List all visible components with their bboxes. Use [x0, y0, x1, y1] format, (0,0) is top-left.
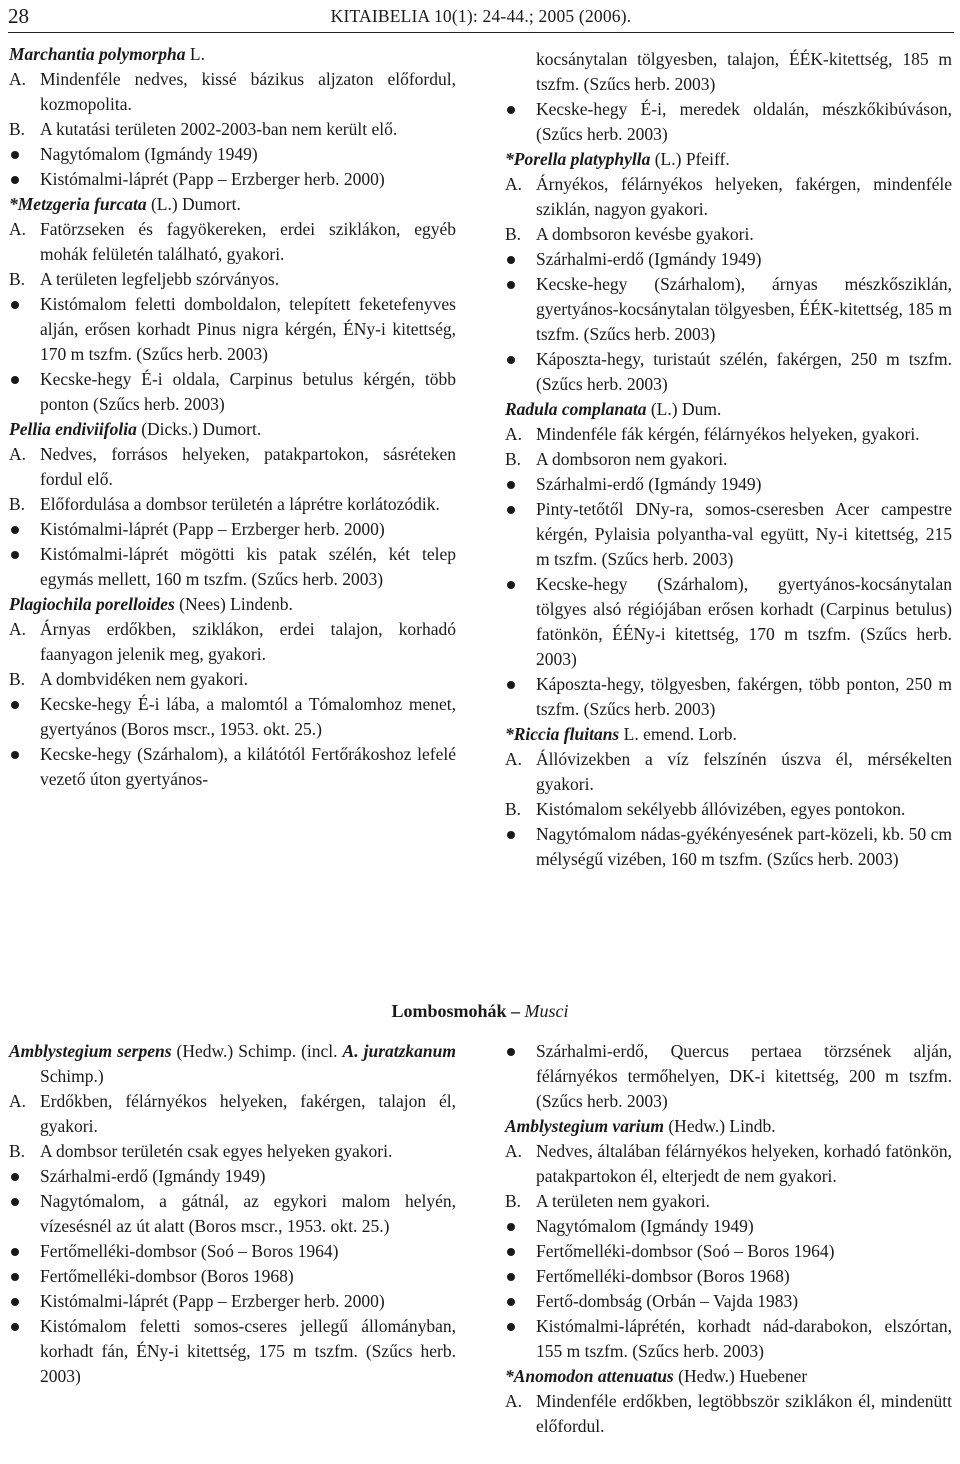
- taxon-synonym-name: A. juratzkanum: [342, 1041, 457, 1061]
- section-heading-italic: Musci: [524, 1001, 569, 1021]
- taxon-author: (Hedw.) Huebener: [673, 1366, 808, 1386]
- local-distribution: B. Kistómalom sekélyebb állóvizében, egyes pontokon.: [505, 799, 906, 819]
- locality-record: Kecske-hegy É-i lába, a malomtól a Tómalomhoz menet, gyertyános (Boros mscr., 1953. okt. 25.): [9, 692, 456, 742]
- local-distribution-text: Kistómalom sekélyebb állóvizében, egyes pontokon.: [536, 799, 906, 819]
- species-entry-amblystegium-serpens: [9, 1039, 456, 1389]
- local-distribution-text: A kutatási területen 2002-2003-ban nem került elő.: [40, 119, 398, 139]
- locality-record: Kistómalmi-láprét (Papp – Erzberger herb. 2000): [9, 517, 456, 542]
- locality-record: Kecske-hegy É-i, meredek oldalán, mészkőkibúváson, (Szűcs herb. 2003): [505, 97, 952, 147]
- locality-record: Fertőmelléki-dombsor (Soó – Boros 1964): [9, 1239, 456, 1264]
- general-distribution-text: Nedves, forrásos helyeken, patakpartokon, sásréteken fordul elő.: [40, 444, 456, 489]
- general-distribution: A. Árnyékos, félárnyékos helyeken, fakérgen, mindenféle sziklán, nagyon gyakori.: [505, 174, 952, 219]
- section-heading: [0, 998, 960, 1024]
- locality-record: Kecske-hegy (Szárhalom), árnyas mészkősziklán, gyertyános-kocsánytalan tölgyesben, ÉÉK-kitettség, 185 m tszfm. (Szűcs herb. 2003): [505, 272, 952, 347]
- taxon-name: Marchantia polymorpha: [9, 44, 186, 64]
- locality-record: Kistómalmi-láprét (Papp – Erzberger herb. 2000): [9, 1289, 456, 1314]
- locality-record: Kecske-hegy (Szárhalom), gyertyános-kocsánytalan tölgyes alsó régiójában erősen korhadt (Carpinus betulus) fatönkön, ÉÉNy-i kitettség, 170 m tszfm. (Szűcs herb. 2003): [505, 572, 952, 672]
- taxon-heading: [9, 42, 456, 67]
- local-distribution-text: A dombvidéken nem gyakori.: [40, 669, 249, 689]
- taxon-heading: [505, 1114, 952, 1139]
- taxon-heading: [9, 417, 456, 442]
- taxon-author: (Hedw.) Lindb.: [663, 1116, 776, 1136]
- taxon-name: Amblystegium serpens: [9, 1041, 172, 1061]
- locality-record: Fertőmelléki-dombsor (Boros 1968): [9, 1264, 456, 1289]
- locality-record: Kistómalom feletti domboldalon, telepített feketefenyves alján, erősen korhadt Pinus nigra kérgén, ÉNy-i kitettség, 170 m tszfm. (Szűcs herb. 2003): [9, 292, 456, 367]
- general-distribution: A. Mindenféle erdőkben, legtöbbször sziklákon él, mindenütt előfordul.: [505, 1391, 952, 1436]
- taxon-heading: [9, 192, 456, 217]
- species-entry-riccia: [505, 722, 952, 872]
- locality-record: Kistómalmi-láprét (Papp – Erzberger herb. 2000): [9, 167, 456, 192]
- taxon-heading: [505, 1364, 952, 1389]
- taxon-author: (Dicks.) Dumort.: [136, 419, 262, 439]
- right-column-bottom: [505, 1039, 952, 1439]
- left-column-top: [9, 42, 456, 792]
- general-distribution-text: Erdőkben, félárnyékos helyeken, fakérgen, talajon él, gyakori.: [40, 1091, 456, 1136]
- general-distribution: A. Mindenféle nedves, kissé bázikus aljzaton előfordul, kozmopolita.: [9, 69, 456, 114]
- general-distribution: A. Árnyas erdőkben, sziklákon, erdei talajon, korhadó faanyagon jelenik meg, gyakori.: [9, 619, 456, 664]
- locality-record: Káposzta-hegy, tölgyesben, fakérgen, több ponton, 250 m tszfm. (Szűcs herb. 2003): [505, 672, 952, 722]
- species-entry-anomodon: [505, 1364, 952, 1439]
- local-distribution: B. Előfordulása a dombsor területén a láprétre korlátozódik.: [9, 494, 440, 514]
- local-distribution: B. A dombsoron kevésbe gyakori.: [505, 224, 754, 244]
- species-entry-pellia: [9, 417, 456, 592]
- locality-record: Szárhalmi-erdő (Igmándy 1949): [9, 1164, 456, 1189]
- species-entry-marchantia: [9, 42, 456, 192]
- species-entry-amblystegium-varium: [505, 1114, 952, 1364]
- taxon-name: Pellia endiviifolia: [9, 419, 137, 439]
- locality-record: Fertő-dombság (Orbán – Vajda 1983): [505, 1289, 952, 1314]
- general-distribution: A. Mindenféle fák kérgén, félárnyékos helyeken, gyakori.: [505, 424, 920, 444]
- general-distribution-text: Mindenféle fák kérgén, félárnyékos helyeken, gyakori.: [536, 424, 920, 444]
- taxon-author: L.: [185, 44, 205, 64]
- local-distribution: B. A területen legfeljebb szórványos.: [9, 269, 280, 289]
- locality-record: Szárhalmi-erdő (Igmándy 1949): [505, 472, 952, 497]
- taxon-author: (L.) Dum.: [646, 399, 722, 419]
- taxon-author: (L.) Dumort.: [146, 194, 241, 214]
- continued-locality-text: kocsánytalan tölgyesben, talajon, ÉÉK-kitettség, 185 m tszfm. (Szűcs herb. 2003): [536, 49, 952, 94]
- locality-record: Nagytómalom nádas-gyékényesének part-közeli, kb. 50 cm mélységű vizében, 160 m tszfm. (Szűcs herb. 2003): [505, 822, 952, 872]
- taxon-heading: [505, 722, 952, 747]
- local-distribution-text: A területen nem gyakori.: [536, 1191, 710, 1211]
- locality-record: Szárhalmi-erdő, Quercus pertaea törzsének alján, félárnyékos termőhelyen, DK-i kitettség, 200 m tszfm. (Szűcs herb. 2003): [505, 1039, 952, 1114]
- species-entry-radula: [505, 397, 952, 722]
- locality-record: Kistómalmi-láprétén, korhadt nád-darabokon, elszórtan, 155 m tszfm. (Szűcs herb. 2003): [505, 1314, 952, 1364]
- journal-citation: KITAIBELIA 10(1): 24-44.; 2005 (2006).: [330, 6, 632, 26]
- locality-record: Nagytómalom (Igmándy 1949): [9, 142, 456, 167]
- section-heading-bold: Lombosmohák –: [391, 1001, 525, 1021]
- page-number: 28: [8, 4, 29, 28]
- general-distribution-text: Mindenféle erdőkben, legtöbbször sziklákon él, mindenütt előfordul.: [536, 1391, 952, 1436]
- locality-record: Káposzta-hegy, turistaút szélén, fakérgen, 250 m tszfm. (Szűcs herb. 2003): [505, 347, 952, 397]
- taxon-synonym-author: Schimp.): [40, 1066, 104, 1086]
- local-distribution: B. A kutatási területen 2002-2003-ban nem került elő.: [9, 119, 398, 139]
- general-distribution: A. Nedves, forrásos helyeken, patakpartokon, sásréteken fordul elő.: [9, 444, 456, 489]
- local-distribution: B. A dombsor területén csak egyes helyeken gyakori.: [9, 1141, 393, 1161]
- local-distribution: B. A dombsoron nem gyakori.: [505, 449, 728, 469]
- locality-record: Fertőmelléki-dombsor (Soó – Boros 1964): [505, 1239, 952, 1264]
- general-distribution-text: Árnyékos, félárnyékos helyeken, fakérgen, mindenféle sziklán, nagyon gyakori.: [536, 174, 952, 219]
- right-column-top: [505, 47, 952, 872]
- taxon-name: Amblystegium varium: [505, 1116, 664, 1136]
- locality-record: Kecske-hegy (Szárhalom), a kilátótól Fertőrákoshoz lefelé vezető úton gyertyános-: [9, 742, 456, 792]
- taxon-name: *Anomodon attenuatus: [505, 1366, 674, 1386]
- local-distribution-text: Előfordulása a dombsor területén a láprétre korlátozódik.: [40, 494, 440, 514]
- locality-record: Fertőmelléki-dombsor (Boros 1968): [505, 1264, 952, 1289]
- locality-record: Nagytómalom (Igmándy 1949): [505, 1214, 952, 1239]
- left-column-bottom: [9, 1039, 456, 1389]
- taxon-name: Radula complanata: [505, 399, 647, 419]
- local-distribution: B. A dombvidéken nem gyakori.: [9, 669, 249, 689]
- local-distribution-text: A dombsoron nem gyakori.: [536, 449, 728, 469]
- species-entry-metzgeria: [9, 192, 456, 417]
- species-entry-plagiochila: [9, 592, 456, 792]
- local-distribution-text: A dombsor területén csak egyes helyeken gyakori.: [40, 1141, 393, 1161]
- locality-record: Kistómalmi-láprét mögötti kis patak szélén, két telep egymás mellett, 160 m tszfm. (Szűcs herb. 2003): [9, 542, 456, 592]
- locality-record: Szárhalmi-erdő (Igmándy 1949): [505, 247, 952, 272]
- taxon-author: L. emend. Lorb.: [619, 724, 737, 744]
- local-distribution: B. A területen nem gyakori.: [505, 1191, 710, 1211]
- taxon-author: (Nees) Lindenb.: [174, 594, 293, 614]
- page-header: [8, 2, 954, 33]
- locality-record: Pinty-tetőtől DNy-ra, somos-cseresben Acer campestre kérgén, Pylaisia polyantha-val együtt, Ny-i kitettség, 215 m tszfm. (Szűcs herb. 2003): [505, 497, 952, 572]
- taxon-heading: [9, 592, 456, 617]
- taxon-heading: [9, 1039, 456, 1089]
- general-distribution: A. Nedves, általában félárnyékos helyeken, korhadó fatönkön, patakpartokon él, elterjedt de nem gyakori.: [505, 1141, 952, 1186]
- general-distribution: A. Állóvizekben a víz felszínén úszva él, mérsékelten gyakori.: [505, 749, 952, 794]
- local-distribution-text: A dombsoron kevésbe gyakori.: [536, 224, 754, 244]
- general-distribution-text: Állóvizekben a víz felszínén úszva él, mérsékelten gyakori.: [536, 749, 952, 794]
- taxon-author: (Hedw.) Schimp. (incl.: [171, 1041, 343, 1061]
- general-distribution-text: Mindenféle nedves, kissé bázikus aljzaton előfordul, kozmopolita.: [40, 69, 456, 114]
- taxon-heading: [505, 397, 952, 422]
- taxon-name: *Riccia fluitans: [505, 724, 620, 744]
- taxon-heading: [505, 147, 952, 172]
- taxon-author: (L.) Pfeiff.: [650, 149, 730, 169]
- taxon-name: *Metzgeria furcata: [9, 194, 147, 214]
- general-distribution: A. Fatörzseken és fagyökereken, erdei sziklákon, egyéb mohák felületén található, gyakori.: [9, 219, 456, 264]
- general-distribution: A. Erdőkben, félárnyékos helyeken, fakérgen, talajon él, gyakori.: [9, 1091, 456, 1136]
- general-distribution-text: Fatörzseken és fagyökereken, erdei sziklákon, egyéb mohák felületén található, gyakori.: [40, 219, 456, 264]
- locality-record: Kecske-hegy É-i oldala, Carpinus betulus kérgén, több ponton (Szűcs herb. 2003): [9, 367, 456, 417]
- locality-record: Nagytómalom, a gátnál, az egykori malom helyén, vízesésnél az út alatt (Boros mscr., 1953. okt. 25.): [9, 1189, 456, 1239]
- general-distribution-text: Nedves, általában félárnyékos helyeken, korhadó fatönkön, patakpartokon él, elterjedt de nem gyakori.: [536, 1141, 952, 1186]
- general-distribution-text: Árnyas erdőkben, sziklákon, erdei talajon, korhadó faanyagon jelenik meg, gyakori.: [40, 619, 456, 664]
- local-distribution-text: A területen legfeljebb szórványos.: [40, 269, 280, 289]
- locality-record: Kistómalom feletti somos-cseres jellegű állományban, korhadt fán, ÉNy-i kitettség, 175 m tszfm. (Szűcs herb. 2003): [9, 1314, 456, 1389]
- species-entry-porella: [505, 147, 952, 397]
- taxon-name: Plagiochila porelloides: [9, 594, 175, 614]
- taxon-name: *Porella platyphylla: [505, 149, 651, 169]
